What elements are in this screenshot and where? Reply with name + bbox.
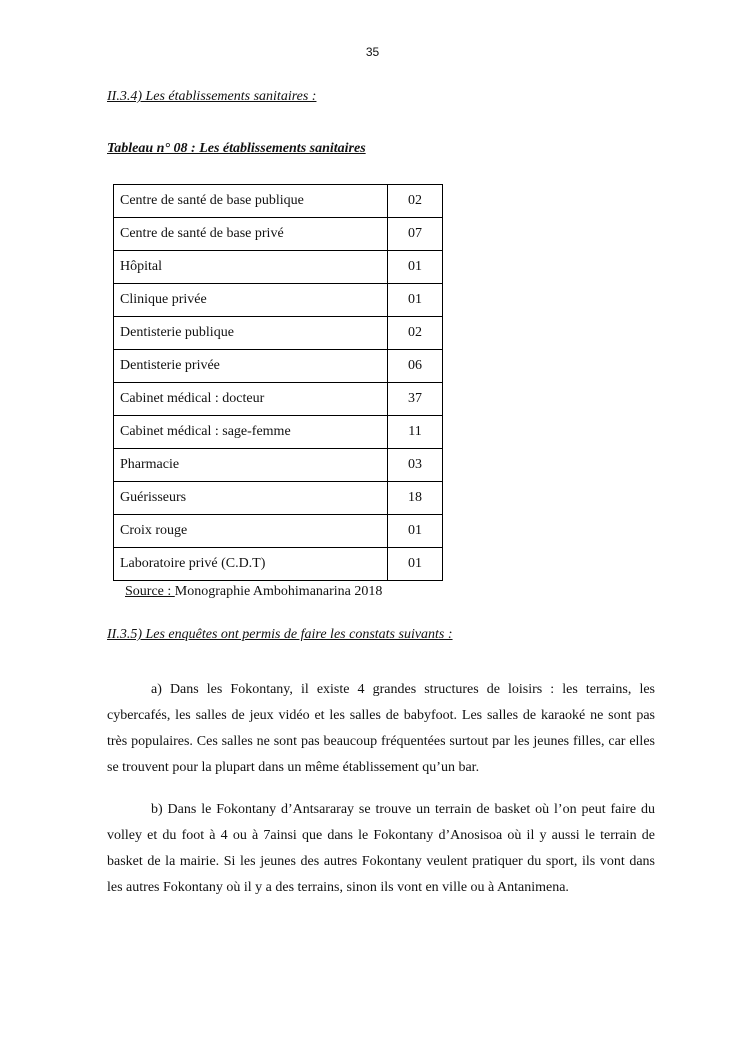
facility-count: 06 <box>388 350 443 383</box>
source-label: Source : <box>125 584 175 599</box>
facility-count: 01 <box>388 548 443 581</box>
table-row <box>114 548 443 581</box>
table-row <box>114 515 443 548</box>
table-row <box>114 218 443 251</box>
facility-name: Pharmacie <box>114 449 388 482</box>
table-source <box>125 584 382 600</box>
facility-name: Centre de santé de base publique <box>114 185 388 218</box>
section-heading-health-facilities: II.3.4) Les établissements sanitaires : <box>107 89 317 104</box>
paragraph-a: a) Dans les Fokontany, il existe 4 grandes structures de loisirs : les terrains, les cybercafés, les salles de jeux vidéo et les salles de babyfoot. Les salles de karaoké ne sont pas très populaires. Ces salles ne sont pas beaucoup fréquentées surtout par les jeunes filles, car elles se trouvent pour la plupart dans un même établissement qu’un bar. <box>107 682 655 775</box>
facility-count: 01 <box>388 251 443 284</box>
facility-count: 01 <box>388 284 443 317</box>
section-heading-survey-findings: II.3.5) Les enquêtes ont permis de faire les constats suivants : <box>107 627 453 642</box>
facility-count: 02 <box>388 185 443 218</box>
facility-name: Dentisterie publique <box>114 317 388 350</box>
facility-count: 07 <box>388 218 443 251</box>
table-row <box>114 482 443 515</box>
facility-name: Cabinet médical : sage-femme <box>114 416 388 449</box>
table-row <box>114 251 443 284</box>
table-row <box>114 449 443 482</box>
facility-name: Croix rouge <box>114 515 388 548</box>
page-number: 35 <box>365 45 380 59</box>
facility-name: Clinique privée <box>114 284 388 317</box>
facility-count: 02 <box>388 317 443 350</box>
table-row <box>114 284 443 317</box>
facility-name: Guérisseurs <box>114 482 388 515</box>
health-facilities-table <box>113 184 443 581</box>
facility-name: Laboratoire privé (C.D.T) <box>114 548 388 581</box>
facility-name: Cabinet médical : docteur <box>114 383 388 416</box>
table-row <box>114 383 443 416</box>
table-caption: Tableau n° 08 : Les établissements sanitaires <box>107 141 366 156</box>
source-text: Monographie Ambohimanarina 2018 <box>174 584 383 599</box>
table-row <box>114 185 443 218</box>
table-row <box>114 416 443 449</box>
facility-count: 37 <box>388 383 443 416</box>
facility-count: 18 <box>388 482 443 515</box>
facility-count: 01 <box>388 515 443 548</box>
facility-name: Centre de santé de base privé <box>114 218 388 251</box>
table-row <box>114 317 443 350</box>
facility-count: 03 <box>388 449 443 482</box>
table-row <box>114 350 443 383</box>
facility-name: Hôpital <box>114 251 388 284</box>
paragraph-b: b) Dans le Fokontany d’Antsararay se trouve un terrain de basket où l’on peut faire du volley et du foot à 4 ou à 7ainsi que dans le Fokontany d’Anosisoa où il y aussi le terrain de basket de la mairie. Si les jeunes des autres Fokontany veulent pratiquer du sport, ils vont dans les autres Fokontany où il y a des terrains, sinon ils vont en ville ou à Antanimena. <box>107 802 655 895</box>
facility-name: Dentisterie privée <box>114 350 388 383</box>
facility-count: 11 <box>388 416 443 449</box>
